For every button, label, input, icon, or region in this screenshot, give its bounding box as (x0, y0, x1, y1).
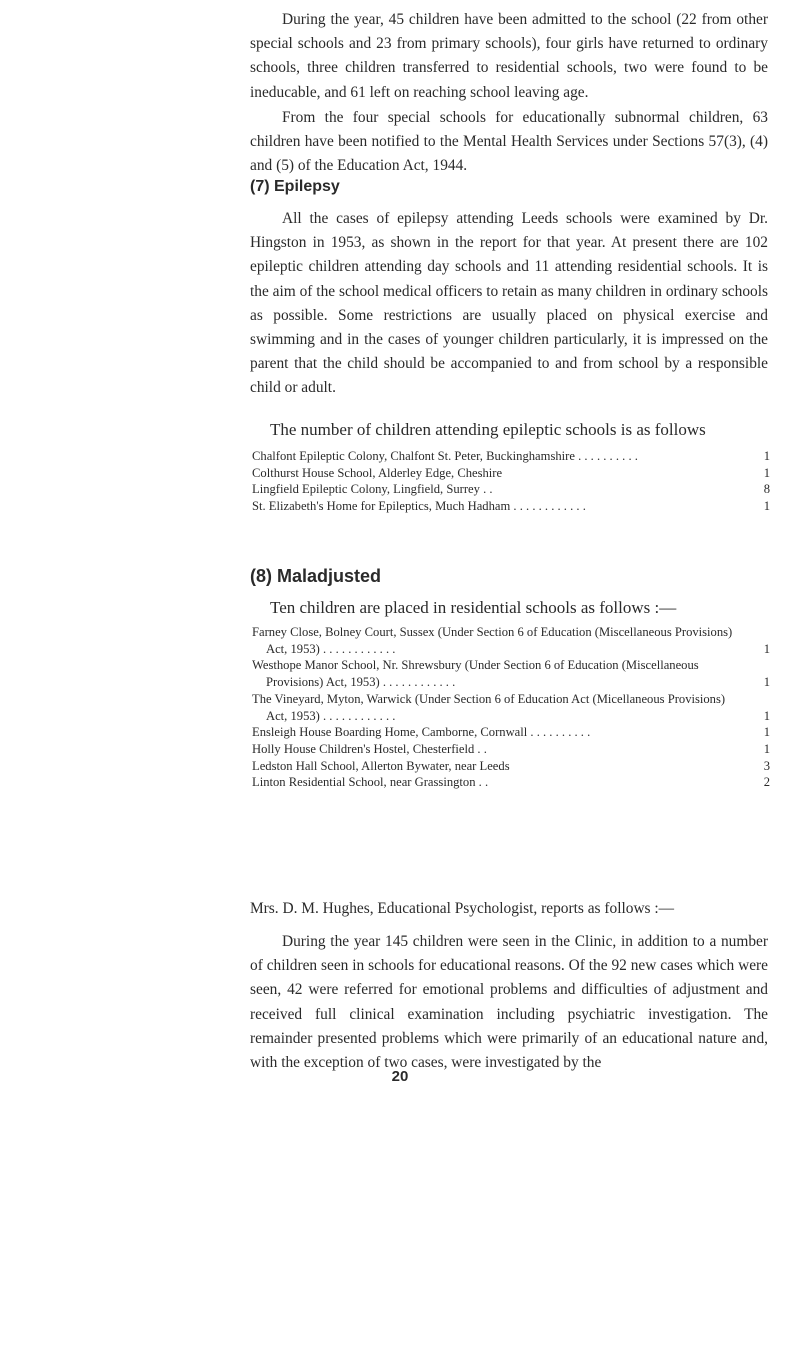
school-count: 1 (763, 708, 770, 723)
maladjusted-schools-lead: Ten children are placed in residential schools as follows :— (270, 598, 677, 617)
section-heading-maladjusted: (8) Maladjusted (250, 566, 382, 586)
school-count: 1 (763, 641, 770, 656)
school-count: 1 (763, 449, 770, 463)
list-item (252, 448, 774, 465)
paragraph-notifications: From the four special schools for educationally subnormal children, 63 children have been notified to the Mental Health Services under Sections 57(3), (4) and (5) of the Education Act, 1944. (250, 109, 768, 175)
school-name: Ledston Hall School, Allerton Bywater, near Leeds (252, 758, 510, 773)
school-name: Westhope Manor School, Nr. Shrewsbury (Under Section 6 of Education (Miscellaneous Provisions) Act, 1953) . . . . . . . . . . . . (252, 658, 699, 690)
school-count: 1 (763, 725, 770, 740)
school-name: Holly House Children's Hostel, Chesterfield . . (252, 741, 487, 756)
list-item (252, 741, 774, 758)
school-count: 1 (763, 741, 770, 756)
list-item (252, 758, 774, 775)
school-count: 8 (763, 482, 770, 497)
school-name: Ensleigh House Boarding Home, Camborne, Cornwall . . . . . . . . . . (252, 725, 591, 740)
school-name: Colthurst House School, Alderley Edge, Cheshire (252, 465, 503, 480)
list-item (252, 465, 774, 482)
psychologist-report-intro: Mrs. D. M. Hughes, Educational Psychologist, reports as follows :— (250, 900, 675, 917)
list-item (252, 624, 774, 657)
school-name: The Vineyard, Myton, Warwick (Under Section 6 of Education Act (Micellaneous Provisions) Act, 1953) . . . . . . . . . . . . (252, 691, 726, 723)
school-name: Chalfont Epileptic Colony, Chalfont St. Peter, Buckinghamshire . . . . . . . . . . (252, 449, 638, 463)
list-item (252, 724, 774, 741)
school-name: Farney Close, Bolney Court, Sussex (Under Section 6 of Education (Miscellaneous Provisions) Act, 1953) . . . . . . . . . . . . (252, 625, 733, 656)
epileptic-schools-lead: The number of children attending epileptic schools is as follows (270, 420, 706, 439)
school-count: 3 (763, 758, 770, 773)
list-item (252, 774, 774, 791)
school-count: 1 (763, 465, 770, 480)
list-item (252, 481, 774, 498)
list-item (252, 657, 774, 690)
epileptic-schools-list (252, 448, 774, 515)
paragraph-clinic: During the year 145 children were seen in the Clinic, in addition to a number of children seen in schools for educational reasons. Of the 92 new cases which were seen, 42 were referred for emotional problems and difficulties of adjustment and received full clinical examination including psychiatric investigation. The remainder presented problems which were primarily of an educational nature and, with the exception of two cases, were investigated by the (250, 933, 768, 1072)
school-count: 2 (763, 775, 770, 790)
page-number: 20 (391, 1068, 409, 1085)
school-count: 1 (763, 499, 770, 514)
paragraph-admissions: During the year, 45 children have been admitted to the school (22 from other special schools and 23 from primary schools), four girls have returned to ordinary schools, three children transferred to residential schools, two were found to be ineducable, and 61 left on reaching school leaving age. (250, 11, 768, 101)
school-name: Lingfield Epileptic Colony, Lingfield, Surrey . . (252, 482, 493, 497)
list-item (252, 498, 774, 515)
maladjusted-schools-list (252, 624, 774, 791)
paragraph-epilepsy: All the cases of epilepsy attending Leeds schools were examined by Dr. Hingston in 1953, as shown in the report for that year. At present there are 102 epileptic children attending day schools and 11 attending residential schools. It is the aim of the school medical officers to retain as many children in ordinary schools as possible. Some restrictions are usually placed on physical exercise and swimming and in the cases of younger children particularly, it is impressed on the parent that the child should be accompanied to and from school by a responsible child or adult. (250, 210, 768, 397)
section-heading-epilepsy: (7) Epilepsy (250, 178, 340, 195)
school-name: St. Elizabeth's Home for Epileptics, Much Hadham . . . . . . . . . . . . (252, 499, 586, 514)
list-item (252, 691, 774, 724)
school-count: 1 (763, 675, 770, 690)
school-name: Linton Residential School, near Grassington . . (252, 775, 489, 790)
